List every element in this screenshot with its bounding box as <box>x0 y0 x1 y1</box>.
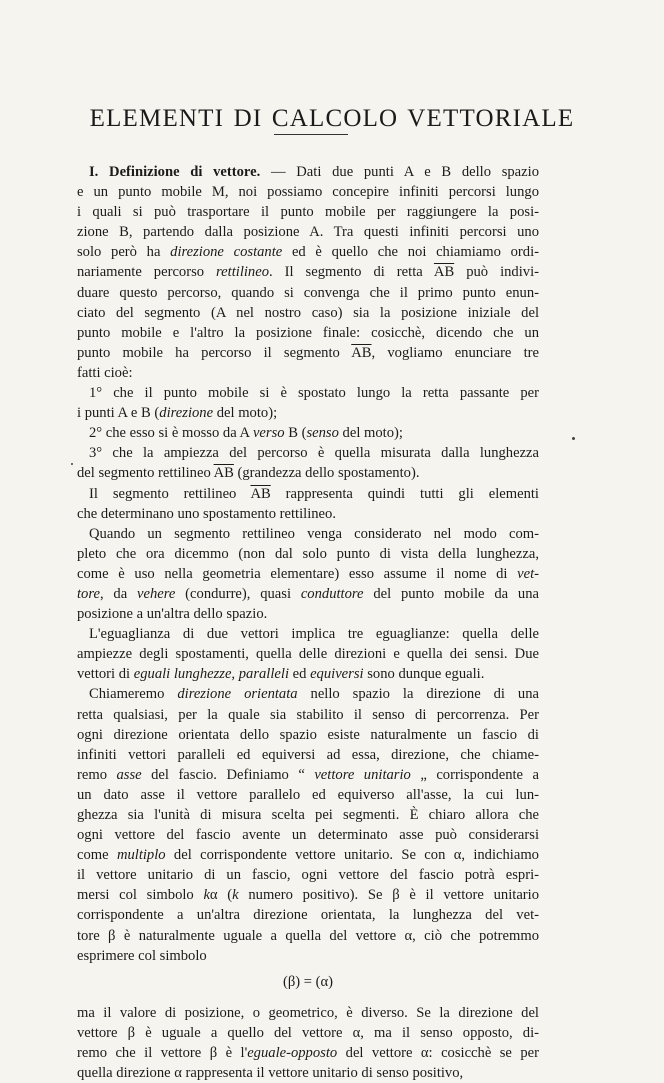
paragraph <box>77 484 539 524</box>
text-run: può indivi- <box>454 264 539 281</box>
text-line <box>77 584 539 604</box>
text-run: L'eguaglianza di due vettori implica tre eguaglianze: quella delle <box>89 626 539 643</box>
text-run: Il segmento rettilineo <box>89 485 251 502</box>
text-line <box>77 484 539 504</box>
text-run: ampiezze degli spostamenti, quella delle direzioni e quella dei sensi. Due <box>77 646 539 663</box>
text-run: esprimere col simbolo <box>77 947 207 964</box>
text-line <box>77 403 539 423</box>
italic-term: vettore unitario <box>314 766 411 783</box>
text-line <box>77 443 539 463</box>
segment-label: $\overline{AB}$ <box>213 465 234 482</box>
text-run: vettore β è uguale a quello del vettore α, ma il senso opposto, di- <box>77 1024 539 1041</box>
formula: (β) = (α) <box>282 973 334 990</box>
text-line <box>77 926 539 946</box>
text-line <box>77 705 539 725</box>
text-run: (grandezza dello spostamento). <box>233 465 420 482</box>
text-run: ed <box>289 666 311 683</box>
italic-term: vehere <box>137 585 176 602</box>
italic-term: senso <box>306 425 339 442</box>
paragraph <box>77 383 539 423</box>
text-line <box>77 182 539 202</box>
text-run: ed è quello che noi chiamiamo ordi- <box>282 244 539 261</box>
italic-term: direzione costante <box>170 244 283 261</box>
text-run: 2° che esso si è mosso da A <box>89 425 253 442</box>
main-text <box>77 162 539 1083</box>
segment-label: $\overline{AB}$ <box>351 344 372 361</box>
italic-term: rettilineo <box>216 264 270 281</box>
text-line <box>77 1023 539 1043</box>
section-heading: I. Definizione di vettore. <box>89 164 261 180</box>
text-run: del fascio. Definiamo “ <box>141 766 315 783</box>
text-line <box>77 765 539 785</box>
text-run: del punto mobile da una <box>363 585 539 602</box>
italic-term: k <box>232 887 239 904</box>
paragraph <box>77 423 539 443</box>
text-line <box>77 684 539 704</box>
text-run: „ corrispondente a <box>410 766 540 783</box>
text-line <box>77 303 539 323</box>
text-run: come è uso nella geometria elementare) esso assume il nome di <box>77 565 518 582</box>
text-line <box>77 222 539 242</box>
text-run: punto mobile ha percorso il segmento <box>77 344 352 361</box>
text-line <box>77 504 539 524</box>
text-run: remo che il vettore β è l' <box>77 1044 248 1061</box>
text-run: remo <box>77 766 117 783</box>
page-speck <box>572 437 575 440</box>
italic-term: eguali lunghezze, paralleli <box>133 666 289 683</box>
text-line <box>77 664 539 684</box>
text-run: 1° che il punto mobile si è spostato lungo la retta passante per <box>89 385 539 402</box>
paragraph <box>77 524 539 624</box>
text-run: quella direzione α rappresenta il vettore unitario di senso positivo, <box>77 1065 464 1082</box>
text-run: solo però ha <box>77 244 171 261</box>
italic-term: tore <box>77 585 100 602</box>
text-run: che determinano uno spostamento rettilineo. <box>77 505 336 522</box>
text-run: i quali si può trasportare il punto mobile per raggiungere la posi- <box>77 204 539 221</box>
segment-label: $\overline{AB}$ <box>433 264 455 281</box>
italic-term: multiplo <box>116 847 166 864</box>
text-line <box>77 423 539 443</box>
text-run: del corrispondente vettore unitario. Se con α, indichiamo <box>165 847 539 864</box>
text-run: 3° che la ampiezza del percorso è quella misurata dalla lunghezza <box>89 445 539 462</box>
text-run: i punti A e B ( <box>77 405 160 422</box>
text-line <box>77 745 539 765</box>
text-line <box>77 323 539 343</box>
text-run: del vettore α: cosicchè se per <box>337 1044 540 1061</box>
text-line <box>77 644 539 664</box>
text-line <box>77 202 539 222</box>
text-line <box>77 1003 539 1023</box>
text-line <box>77 946 539 966</box>
text-line <box>77 624 539 644</box>
text-run: nello spazio la direzione di una <box>297 686 539 703</box>
text-run: mersi col simbolo <box>77 887 204 904</box>
text-run: e un punto mobile M, noi possiamo concepire infiniti percorsi lungo <box>77 184 539 201</box>
text-line <box>77 825 539 845</box>
text-run: infiniti vettori paralleli ed equiversi ad essa, direzione, che chiame- <box>77 746 539 763</box>
text-run: punto mobile e l'altro la posizione finale: cosicchè, dicendo che un <box>77 324 539 341</box>
text-run: tore β è naturalmente uguale a quella del vettore α, ciò che potremmo <box>77 927 539 944</box>
text-line <box>77 162 539 182</box>
title-rule <box>274 134 348 135</box>
italic-term: direzione <box>159 405 214 422</box>
text-line <box>77 363 539 383</box>
text-run: del moto); <box>338 425 403 442</box>
italic-term: verso <box>252 425 285 442</box>
text-line <box>77 604 539 624</box>
text-line <box>77 845 539 865</box>
paragraph <box>77 1003 539 1083</box>
text-line <box>77 564 539 584</box>
italic-term: direzione orientata <box>177 686 298 703</box>
text-line <box>77 343 539 363</box>
text-line <box>77 905 539 925</box>
text-run: rappresenta quindi tutti gli elementi <box>270 485 539 502</box>
text-line <box>77 544 539 564</box>
italic-term: k <box>203 887 210 904</box>
paragraph <box>77 624 539 684</box>
text-run: pleto che ora dicemmo (non dal solo punto di vista della lunghezza, <box>77 545 539 562</box>
text-line <box>77 865 539 885</box>
text-run: Quando un segmento rettilineo venga considerato nel modo com- <box>89 525 539 542</box>
text-run: , vogliamo enunciare tre <box>371 344 539 361</box>
text-line <box>77 785 539 805</box>
text-line <box>77 524 539 544</box>
text-run: fatti cioè: <box>77 364 133 381</box>
text-run: ghezza sia l'unità di misura scelta pei segmenti. È chiaro allora che <box>77 807 539 823</box>
text-run: numero positivo). Se β è il vettore unitario <box>238 887 540 904</box>
page-speck <box>71 463 73 465</box>
text-line <box>77 805 539 825</box>
text-line <box>77 242 539 262</box>
text-run: del segmento rettilineo <box>77 465 214 482</box>
text-run: (condurre), quasi <box>175 585 301 602</box>
paragraph <box>77 443 539 483</box>
text-run: come <box>77 847 117 864</box>
text-line <box>77 262 539 282</box>
text-line <box>77 463 539 483</box>
text-run: duare questo percorso, quando si convenga che il primo punto enun- <box>77 284 539 301</box>
text-run: retta qualsiasi, per la quale sia stabilito il senso di percorrenza. Per <box>77 706 539 723</box>
text-run: ogni vettore del fascio avente un determinato asse può considerarsi <box>77 827 539 844</box>
text-run: . Il segmento di retta <box>269 264 434 281</box>
text-run: ogni direzione orientata dello spazio esiste naturalmente un fascio di <box>77 726 539 743</box>
italic-term: conduttore <box>300 585 364 602</box>
text-line <box>77 1043 539 1063</box>
italic-term: eguale-opposto <box>247 1044 338 1061</box>
text-run: B ( <box>284 425 307 442</box>
text-run: vettori di <box>77 666 134 683</box>
text-run: nariamente percorso <box>77 264 217 281</box>
text-run: sono dunque eguali. <box>363 666 485 683</box>
paragraph <box>77 684 539 965</box>
text-run: un dato asse il vettore parallelo ed equiverso all'asse, la cui lun- <box>77 786 539 803</box>
text-run: ma il valore di posizione, o geometrico, è diverso. Se la direzione del <box>77 1004 539 1021</box>
segment-label: $\overline{AB}$ <box>250 485 271 502</box>
text-run: α ( <box>209 887 233 904</box>
text-run: ciato del segmento (A nel nostro caso) sia la posizione iniziale del <box>77 304 539 321</box>
italic-term: asse <box>116 766 142 783</box>
text-run: zione B, partendo dalla posizione A. Tra questi infiniti percorsi uno <box>77 224 539 241</box>
text-line <box>77 283 539 303</box>
paragraph <box>77 162 539 383</box>
text-line <box>77 885 539 905</box>
text-line <box>77 1063 539 1083</box>
text-line <box>77 383 539 403</box>
text-run: posizione a un'altra dello spazio. <box>77 606 268 623</box>
chapter-title: ELEMENTI DI CALCOLO VETTORIALE <box>89 104 575 132</box>
italic-term: equiversi <box>310 666 364 683</box>
text-line <box>77 725 539 745</box>
text-run: del moto); <box>213 405 278 422</box>
text-run: Chiameremo <box>89 686 178 703</box>
text-run: il vettore unitario di un fascio, ogni vettore del fascio potrà espri- <box>77 867 539 884</box>
text-run: — Dati due punti A e B dello spazio <box>260 164 539 180</box>
text-run: , da <box>99 585 138 602</box>
italic-term: vet- <box>517 565 539 582</box>
text-run: corrispondente a un'altra direzione orientata, la lunghezza del vet- <box>77 907 539 924</box>
